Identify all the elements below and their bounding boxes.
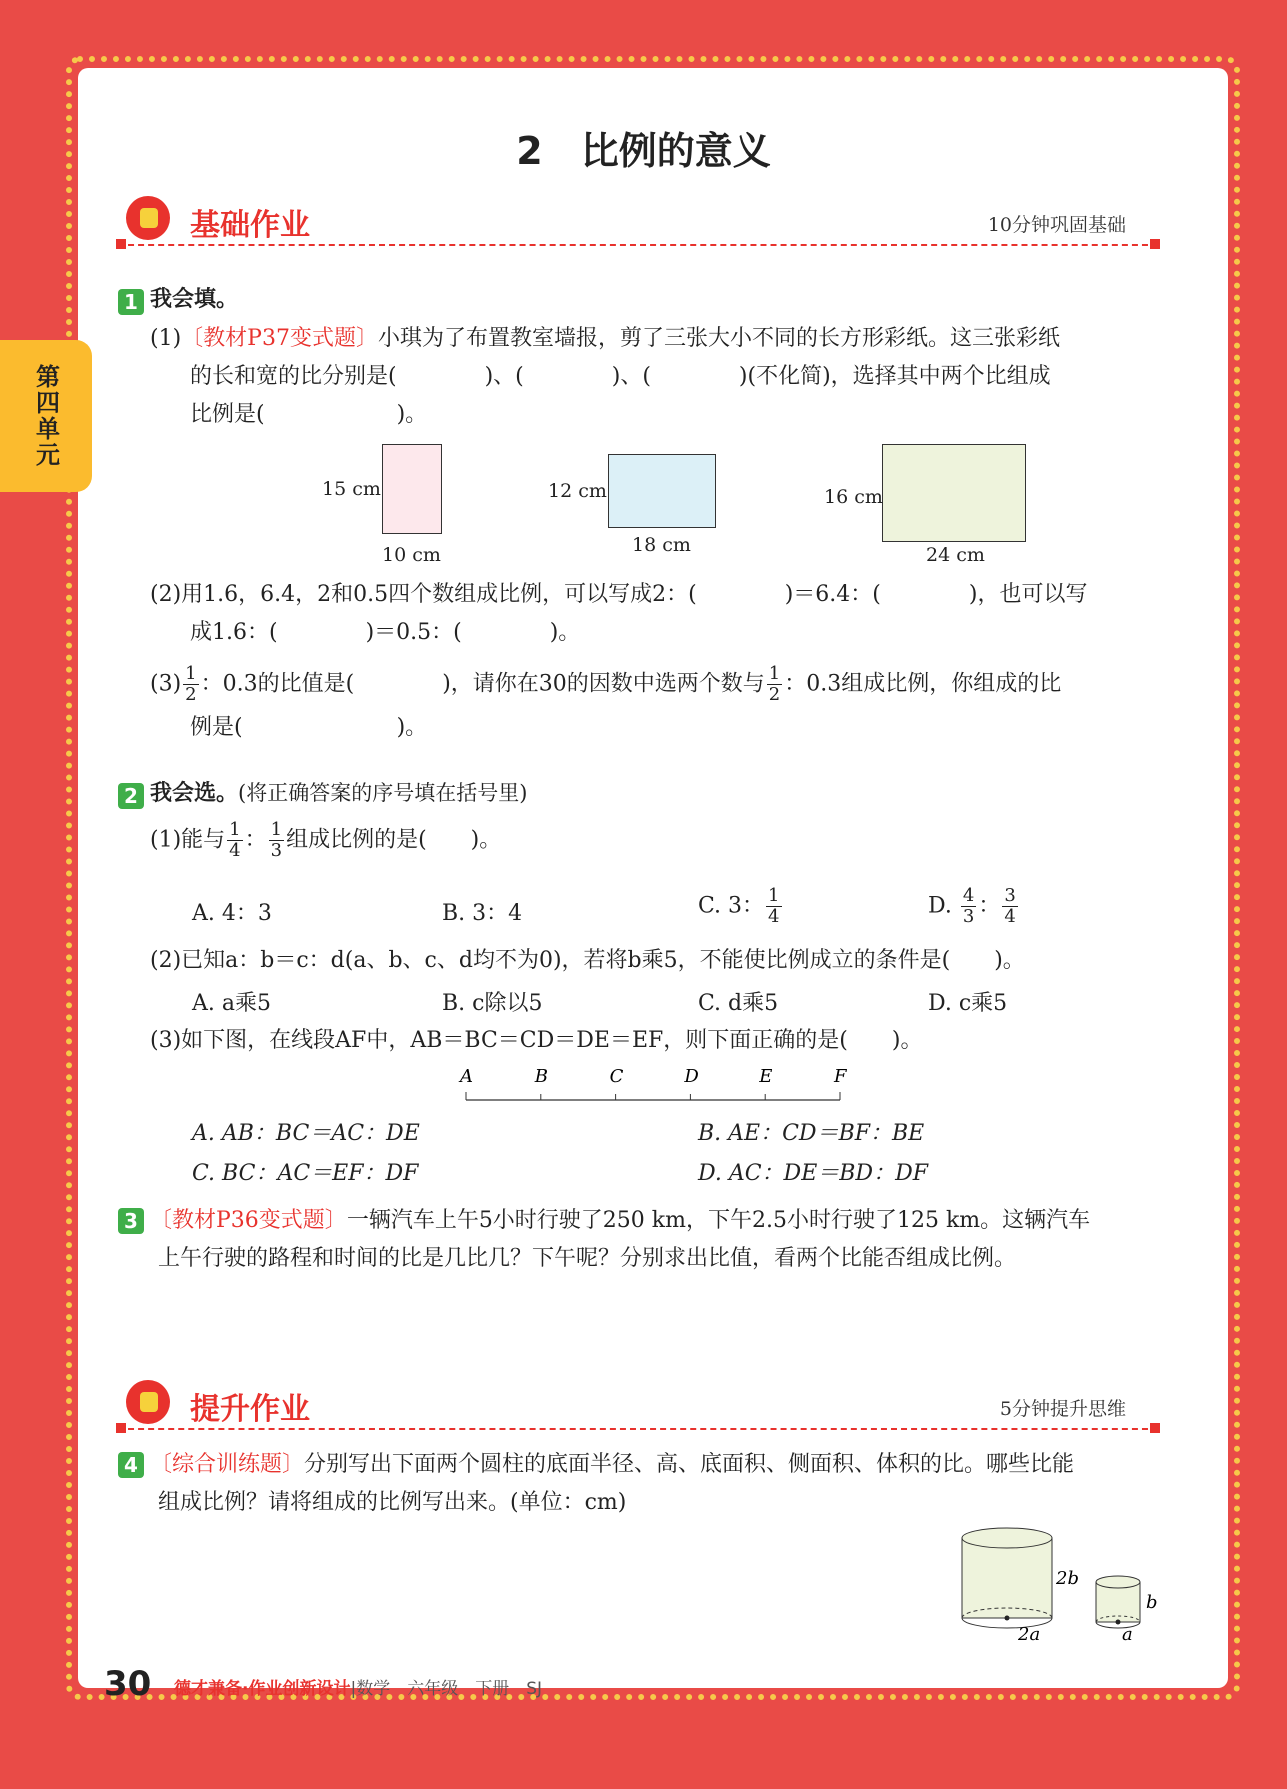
question-3: 3 〔教材P36变式题〕一辆汽车上午5小时行驶了250 km，下午2.5小时行驶了125 km。这辆汽车 上午行驶的路程和时间的比是几比几？下午呢？分别求出比值，看两个比能否组成比例。 [118,1202,1168,1278]
svg-text:b: b [1146,1592,1158,1613]
section-header-basic [118,196,1158,256]
option-c: C. BC：AC＝EF：DF [192,1161,419,1186]
rectangle-figure-3 [882,444,1026,542]
rect-height-label: 12 cm [548,480,607,502]
footer [104,1664,543,1704]
rect-height-label: 16 cm [824,486,883,508]
section-note: 10分钟巩固基础 [987,214,1126,236]
section-title: 基础作业 [190,208,310,243]
rect-width-label: 18 cm [632,534,691,556]
section-header-advanced [118,1380,1158,1440]
question-4: 4 〔综合训练题〕分别写出下面两个圆柱的底面半径、高、底面积、侧面积、体积的比。哪些比能 组成比例？请将组成的比例写出来。(单位：cm) [118,1446,1168,1522]
option-c: C. 3： $\frac{1}{4}$ [698,885,780,927]
bulb-icon [126,1380,170,1424]
section-title: 提升作业 [190,1392,310,1427]
question-1-head: 1 我会填。 [118,282,238,315]
rect-height-label: 15 cm [322,478,381,500]
question-number: 3 [118,1208,144,1234]
svg-text:a: a [1122,1624,1133,1644]
option-b: B. AE：CD＝BF：BE [698,1121,925,1146]
option-c: C. d乘5 [698,991,779,1016]
question-2-head: 2 我会选。(将正确答案的序号填在括号里) [118,776,527,809]
question-number: 1 [118,289,144,315]
svg-text:2a: 2a [1018,1624,1041,1644]
q1-part2: (2)用1.6，6.4，2和0.5四个数组成比例，可以写成2：( )＝6.4：( )，也可以写 成1.6：( )＝0.5：( )。 [150,582,1088,645]
rect-width-label: 10 cm [382,544,441,566]
segment-point-label: E [759,1066,773,1087]
segment-point-label: F [834,1066,847,1087]
page-sheet [78,68,1228,1688]
option-a: A. AB：BC＝AC：DE [192,1121,420,1146]
q2-part2: (2)已知a：b＝c：d(a、b、c、d均不为0)，若将b乘5，不能使比例成立的条件是( )。 [150,948,1025,973]
option-b: B. c除以5 [442,991,543,1016]
segment-point-label: A [460,1066,473,1087]
option-d: D. AC：DE＝BD：DF [698,1161,928,1186]
svg-text:2b: 2b [1056,1568,1079,1589]
segment-point-label: C [609,1066,624,1087]
book-title: 德才兼备·作业创新设计|数学 六年级 下册 SJ [174,1679,543,1699]
option-d: D. c乘5 [928,991,1008,1016]
q2-part3: (3)如下图，在线段AF中，AB＝BC＝CD＝DE＝EF，则下面正确的是( )。 [150,1028,923,1053]
option-a: A. 4：3 [192,901,272,926]
option-b: B. 3：4 [442,901,523,926]
q1-part1: (1)〔教材P37变式题〕小琪为了布置教室墙报，剪了三张大小不同的长方形彩纸。这三张彩纸 的长和宽的比分别是( )、( )、( )(不化简)，选择其中两个比组成 比例是( )。 [150,326,1060,427]
page-title: 2 比例的意义 [516,129,771,173]
segment-point-label: B [534,1066,549,1087]
question-number: 4 [118,1452,144,1478]
bulb-icon [126,196,170,240]
page-number: 30 [104,1664,152,1704]
section-note: 5分钟提升思维 [999,1398,1126,1420]
question-number: 2 [118,783,144,809]
segment-af-figure [458,1064,858,1110]
rectangle-figure-1 [382,444,442,534]
option-a: A. a乘5 [192,991,271,1016]
rectangle-figure-2 [608,454,716,528]
cylinders-figure [950,1524,1160,1644]
unit-tab: 第四单元 [0,340,92,492]
q2-part1: (1)能与 $\frac{1}{4}$ ： $\frac{1}{3}$ 组成比例的是( )。 [150,819,502,861]
segment-point-label: D [684,1066,699,1087]
q1-part3: (3) $\frac{1}{2}$ ：0.3的比值是( )，请你在30的因数中选两个数与 $\frac{1}{2}$ ：0.3组成比例，你组成的比 例是( )。 [150,663,1062,740]
option-d: D. $\frac{4}{3}$ ： $\frac{3}{4}$ [928,885,1016,927]
rect-width-label: 24 cm [926,544,985,566]
